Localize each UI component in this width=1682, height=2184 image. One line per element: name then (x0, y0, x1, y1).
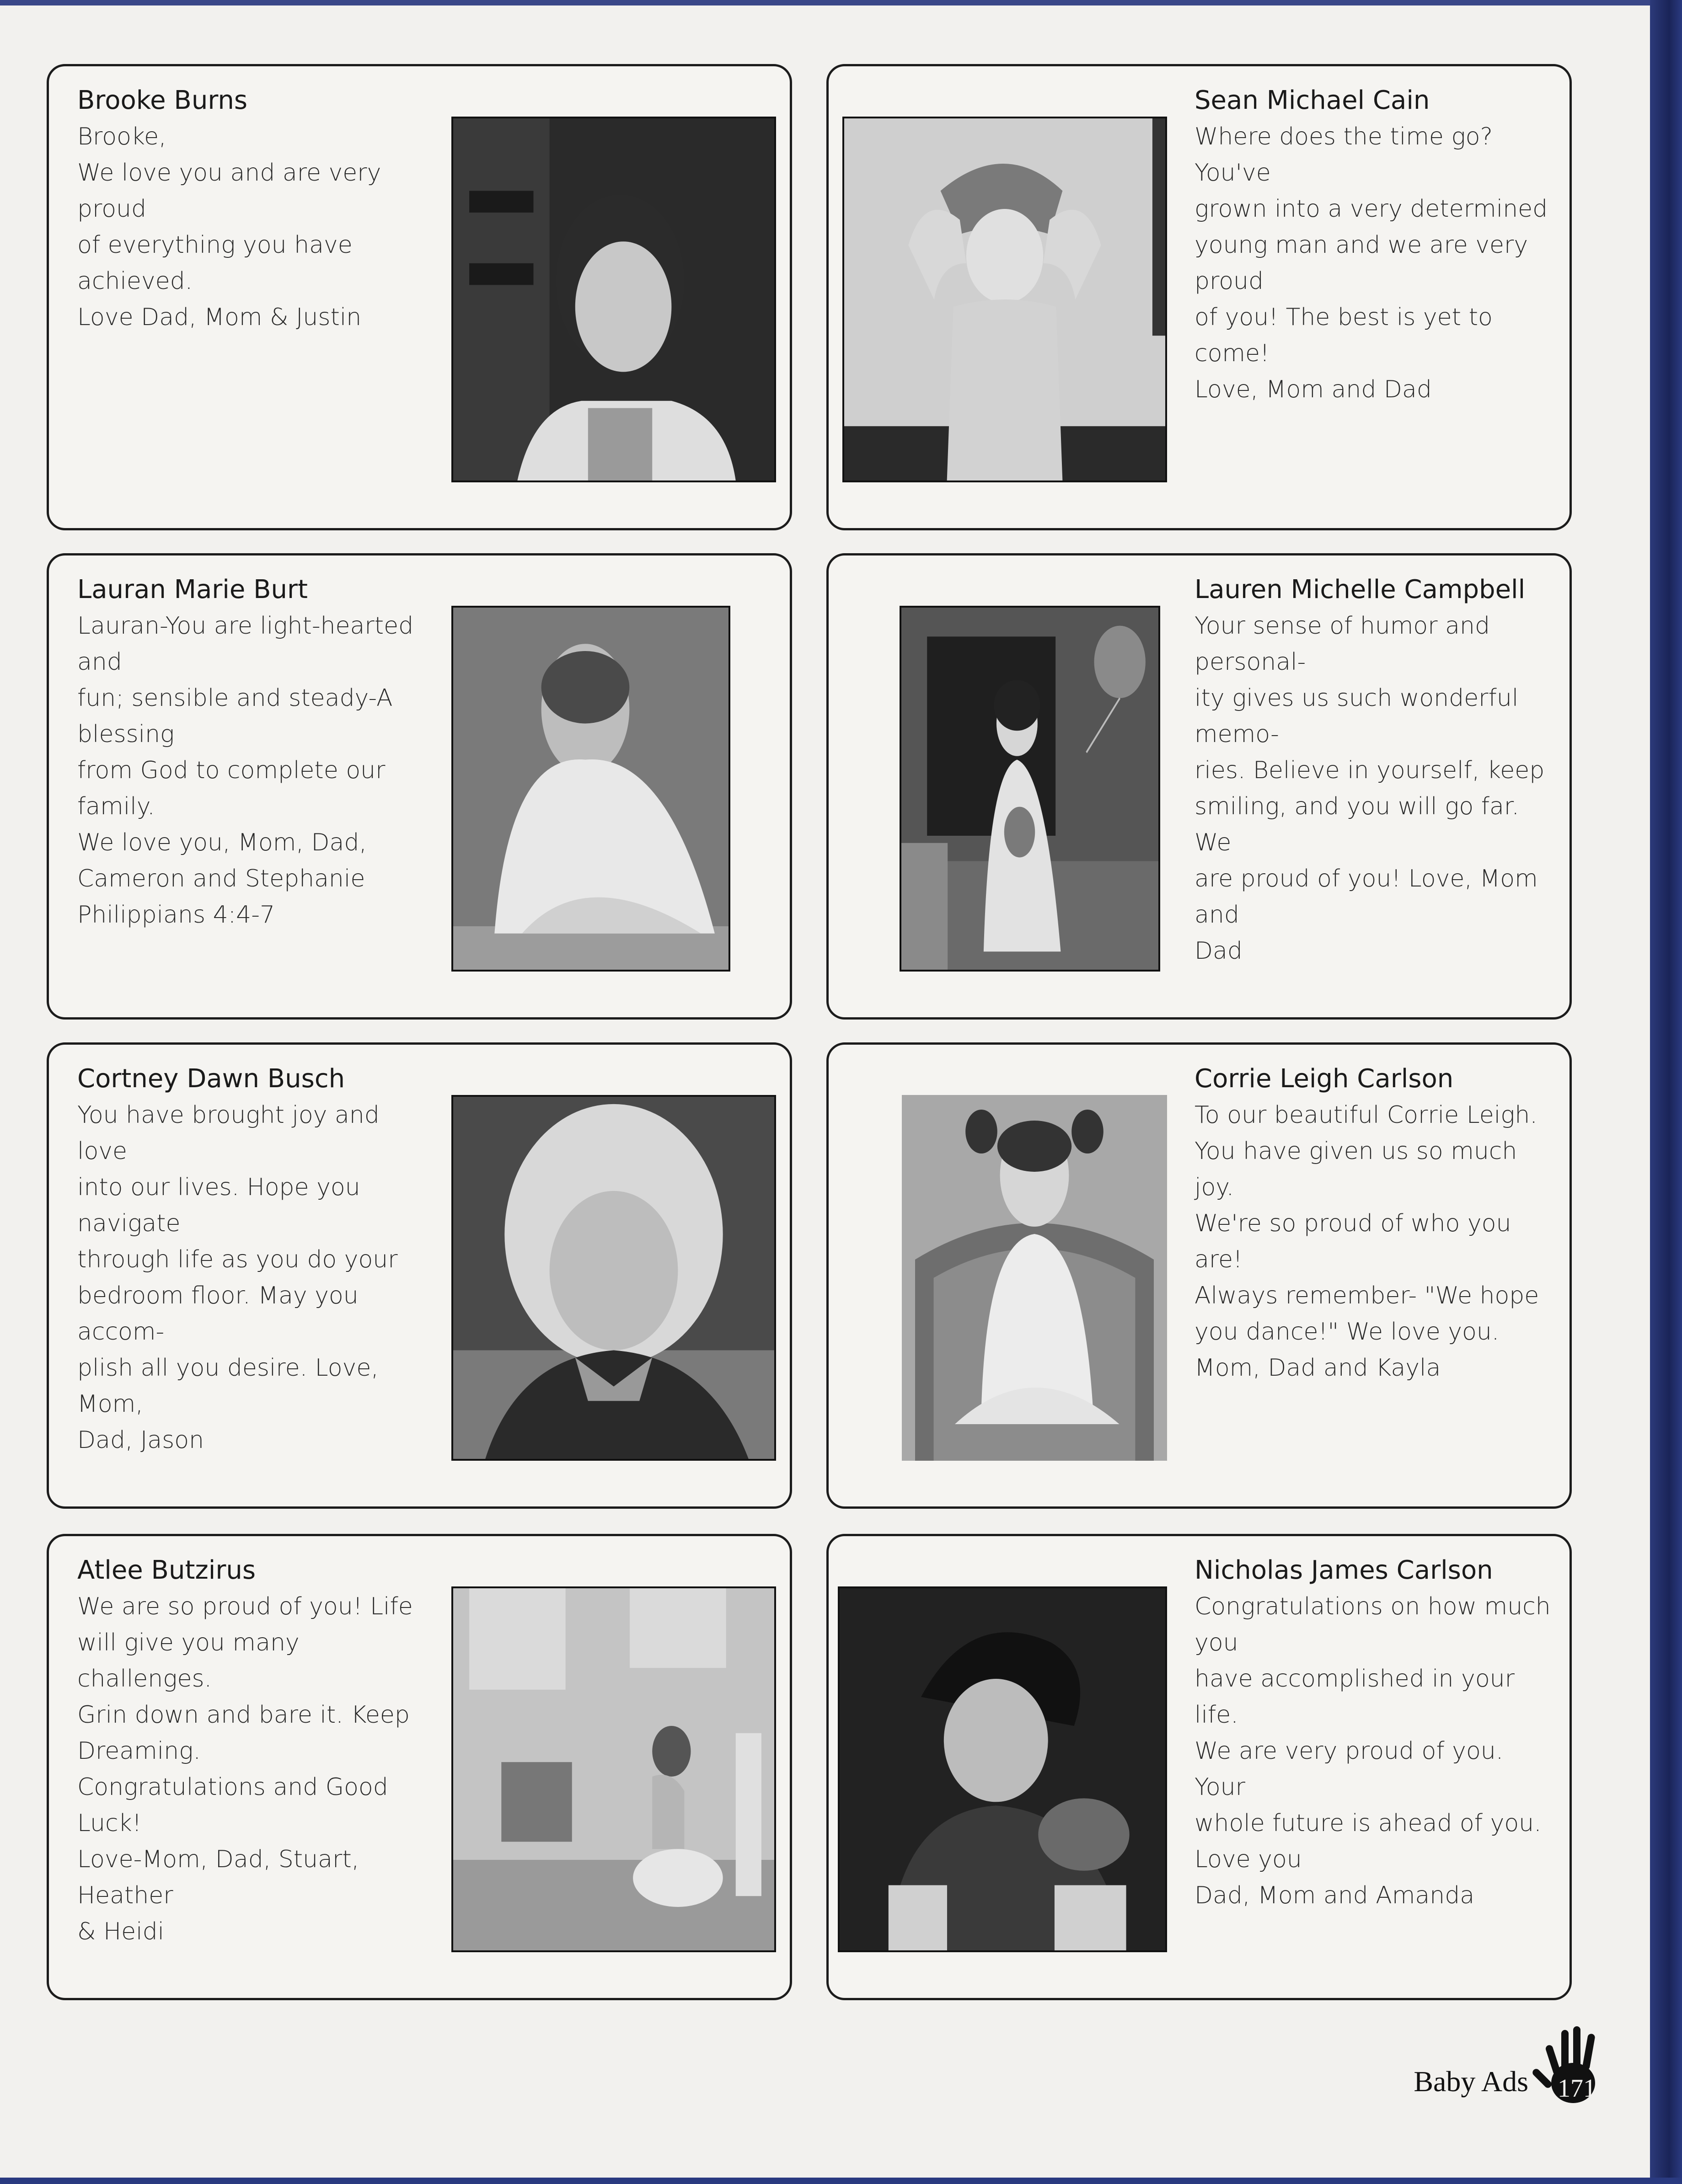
ad-text (1195, 1061, 1551, 1386)
ad-message: To our beautiful Corrie Leigh. You have given us so much joy. We're so proud of who you are! Always remember- "We hope you dance!" We love you. Mom, Dad and Kayla (1195, 1101, 1539, 1382)
ad-name: Cortney Dawn Busch (77, 1064, 345, 1094)
ad-text (1195, 571, 1551, 969)
ad-text (77, 82, 434, 336)
page-footer (1414, 2021, 1613, 2112)
ad-message: Brooke, We love you and are very proud of everything you have achieved. Love Dad, Mom & Justin (77, 123, 381, 331)
ad-text (1195, 1552, 1551, 1914)
ad-text (77, 1061, 434, 1458)
baby-photo (900, 606, 1160, 972)
ad-name: Brooke Burns (77, 85, 248, 115)
baby-photo (451, 1095, 776, 1461)
baby-ad-card (826, 64, 1572, 530)
baby-ad-card (826, 1534, 1572, 2000)
section-label: Baby Ads (1414, 2065, 1528, 2098)
ad-name: Sean Michael Cain (1195, 85, 1430, 115)
photo-illustration (901, 608, 1158, 970)
baby-photo (451, 1586, 776, 1952)
ad-name: Atlee Butzirus (77, 1555, 256, 1585)
ad-name: Corrie Leigh Carlson (1195, 1064, 1454, 1094)
ad-message: Congratulations on how much you have accomplished in your life. We are very proud of you. Your whole future is ahead of you. Love you Dad, Mom and Amanda (1195, 1593, 1551, 1909)
ad-text (77, 1552, 434, 1950)
hand-print-icon (1531, 2021, 1613, 2112)
baby-photo (451, 117, 776, 482)
baby-ad-card (826, 553, 1572, 1020)
ad-text (77, 571, 434, 933)
baby-ad-card (826, 1042, 1572, 1509)
baby-ad-card (47, 1534, 792, 2000)
ad-message: Where does the time go? You've grown into a very determined young man and we are very proud of you! The best is yet to come! Love, Mom and Dad (1195, 123, 1548, 403)
ad-name: Nicholas James Carlson (1195, 1555, 1493, 1585)
ad-message: You have brought joy and love into our lives. Hope you navigate through life as you do your bedroom floor. May you accom- plish all you desire. Love, Mom, Dad, Jason (77, 1101, 398, 1454)
page-binding-edge (1650, 0, 1682, 2184)
baby-ad-card (47, 64, 792, 530)
ad-message: We are so proud of you! Life will give you many challenges. Grin down and bare it. Keep Dreaming. Congratulations and Good Luck! Love-Mom, Dad, Stuart, Heather & Heidi (77, 1593, 413, 1945)
baby-photo (451, 606, 730, 972)
photo-illustration (453, 608, 729, 970)
ad-text (1195, 82, 1551, 408)
photo-illustration (902, 1095, 1167, 1461)
baby-photo (902, 1095, 1167, 1461)
page-top-edge (0, 0, 1682, 5)
ad-message: Your sense of humor and personal- ity gives us such wonderful memo- ries. Believe in yourself, keep smiling, and you will go far. We are proud of you! Love, Mom and Dad (1195, 612, 1545, 965)
baby-photo (842, 117, 1167, 482)
page-number: 171 (1558, 2074, 1596, 2103)
ad-message: Lauran-You are light-hearted and fun; sensible and steady-A blessing from God to complete our family. We love you, Mom, Dad, Cameron and Stephanie Philippians 4:4-7 (77, 612, 414, 929)
photo-illustration (844, 118, 1165, 481)
ad-name: Lauren Michelle Campbell (1195, 575, 1526, 604)
photo-illustration (453, 1588, 774, 1950)
page-bottom-edge (0, 2178, 1682, 2184)
photo-illustration (840, 1588, 1165, 1950)
photo-illustration (453, 1097, 774, 1459)
baby-ad-card (47, 553, 792, 1020)
ad-name: Lauran Marie Burt (77, 575, 308, 604)
baby-photo (838, 1586, 1167, 1952)
photo-illustration (453, 118, 774, 481)
baby-ad-card (47, 1042, 792, 1509)
